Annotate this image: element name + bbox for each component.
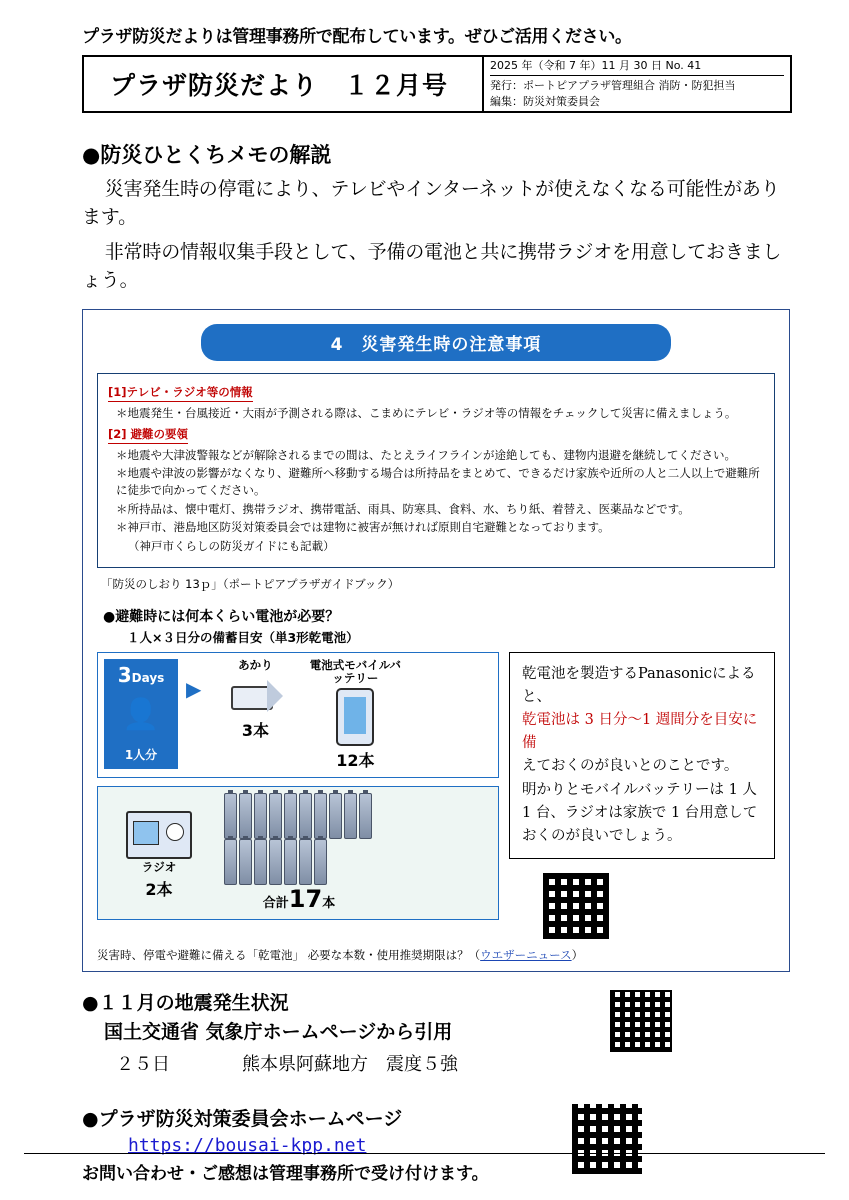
- note-line3: えておくのが良いとのことです。: [522, 758, 739, 775]
- qr-code-bousai[interactable]: [572, 1104, 642, 1174]
- weathernews-link[interactable]: ウエザーニュース: [480, 948, 572, 963]
- note-line4: 明かりとモバイルバッテリーは 1 人 1 台、ラジオは家族で 1 台用意しておくのが良いでしょう。: [522, 781, 758, 844]
- infographic-left: [97, 652, 499, 921]
- figure-block2-title: [2] 避難の要領: [108, 426, 188, 444]
- figure-panel: [82, 309, 790, 972]
- masthead: [82, 55, 792, 113]
- battery-total-group: [224, 793, 374, 913]
- figure-footer-text: 災害時、停電や避難に備える「乾電池」 必要な本数・使用推奨期限は？（: [97, 948, 481, 963]
- body-content: [82, 139, 792, 1174]
- masthead-editor: 編集：防災対策委員会: [490, 95, 600, 109]
- item-radio-label: ラジオ: [141, 859, 177, 874]
- figure-subtitle: １人×３日分の備蓄目安（単3形乾電池）: [127, 629, 359, 645]
- figure-block1-item-0: ＊地震発生・台風接近・大雨が予測される際は、こまめにテレビ・ラジオ等の情報をチェックして災害に備えましょう。: [116, 405, 737, 420]
- total-unit: 本: [322, 896, 336, 912]
- panel-radio-total: [97, 786, 499, 920]
- item-light: [209, 659, 301, 742]
- section2-record: ２５日 熊本県阿蘇地方 震度５強: [116, 1054, 458, 1076]
- figure-block2-item-4: （神戸市くらしの防災ガイドにも記載）: [128, 538, 335, 553]
- figure-block2-item-3: ＊神戸市、港島地区防災対策委員会では建物に被害が無ければ原則自宅避難となっております。: [116, 520, 610, 535]
- figure-question: ●避難時には何本くらい電池が必要？: [103, 608, 340, 625]
- bousai-url[interactable]: https://bousai-kpp.net: [128, 1135, 367, 1157]
- battery-pack-icon: [224, 793, 374, 885]
- days-unit: Days: [131, 670, 165, 685]
- days-badge: [104, 659, 178, 769]
- masthead-publisher: 発行：ポートピアプラザ管理組合 消防・防犯担当: [490, 79, 736, 93]
- section2-row: [82, 972, 792, 1078]
- qr-code-jma[interactable]: [610, 990, 672, 1052]
- section2-heading: ●１１月の地震発生状況: [82, 992, 289, 1015]
- days-number: 3: [117, 662, 132, 687]
- item-mobile-count: 12本: [336, 751, 375, 771]
- mobile-battery-icon: [336, 688, 374, 746]
- flashlight-icon: [223, 676, 287, 716]
- figure-notice-box: [97, 373, 775, 568]
- item-mobile-label: 電池式モバイルバッテリー: [309, 657, 401, 686]
- figure-block2-item-0: ＊地震や大津波警報などが解除されるまでの間は、たとえライフラインが途絶しても、建物内退避を継続してください。: [116, 447, 736, 462]
- qr-code-weathernews[interactable]: [543, 873, 609, 939]
- masthead-date: 2025 年（令和 7 年）11 月 30 日 No. 41: [490, 58, 702, 72]
- arrow-icon: ▶: [186, 678, 202, 701]
- figure-footer-tail: ）: [571, 948, 584, 963]
- section2-source: 国土交通省 気象庁ホームページから引用: [104, 1021, 453, 1044]
- section2-text: [82, 972, 458, 1078]
- section3-text: [82, 1104, 402, 1156]
- item-radio: [104, 807, 214, 900]
- section3-heading: ●プラザ防災対策委員会ホームページ: [82, 1108, 403, 1131]
- item-light-label: あかり: [238, 657, 273, 672]
- item-light-count: 3本: [241, 721, 269, 741]
- masthead-title: プラザ防災だより １２月号: [84, 57, 484, 111]
- bottom-divider: [24, 1153, 825, 1154]
- total-label: 合計: [262, 896, 289, 912]
- battery-infographic: [97, 652, 775, 940]
- section1-para2: 非常時の情報収集手段として、予備の電池と共に携帯ラジオを用意しておきましょう。: [82, 240, 782, 292]
- section1-heading: ●防災ひとくちメモの解説: [82, 142, 332, 167]
- item-radio-count: 2本: [145, 879, 173, 899]
- infographic-right: [509, 652, 775, 940]
- note-line1: 乾電池を製造するPanasonicによると、: [522, 665, 756, 705]
- radio-icon: [126, 811, 192, 859]
- figure-footer: [97, 947, 775, 963]
- bottom-note: お問い合わせ・ご感想は管理事務所で受け付けます。: [82, 1164, 489, 1184]
- person-label: 1人分: [124, 747, 158, 762]
- masthead-divider: [490, 75, 784, 76]
- battery-total: [263, 885, 335, 913]
- item-mobile: [309, 659, 401, 772]
- figure-block2-item-1: ＊地震や津波の影響がなくなり、避難所へ移動する場合は所持品をまとめて、できるだけ家族や近所の人と二人以上で避難所に徒歩で向かってください。: [116, 466, 760, 497]
- figure-block2-item-2: ＊所持品は、懐中電灯、携帯ラジオ、携帯電話、雨具、防寒具、食料、水、ちり紙、着替え、医薬品などです。: [116, 501, 690, 516]
- masthead-meta: [484, 57, 790, 111]
- top-note: プラザ防災だよりは管理事務所で配布しています。ぜひご活用ください。: [82, 27, 632, 47]
- panasonic-note: [509, 652, 775, 860]
- panel-light-mobile: [97, 652, 499, 779]
- figure-banner: 4 災害発生時の注意事項: [201, 324, 671, 361]
- figure-caption: 「防災のしおり 13ｐ」（ポートピアプラザガイドブック）: [101, 576, 400, 591]
- figure-block1-title: [1]テレビ・ラジオ等の情報: [108, 384, 253, 402]
- days-badge-number: [117, 662, 165, 687]
- person-icon: 👤: [122, 697, 160, 733]
- section1-para1: 災害発生時の停電により、テレビやインターネットが使えなくなる可能性があります。: [82, 177, 780, 229]
- total-number: 17: [288, 885, 323, 914]
- note-line2: 乾電池は 3 日分〜1 週間分を目安に備: [522, 712, 758, 752]
